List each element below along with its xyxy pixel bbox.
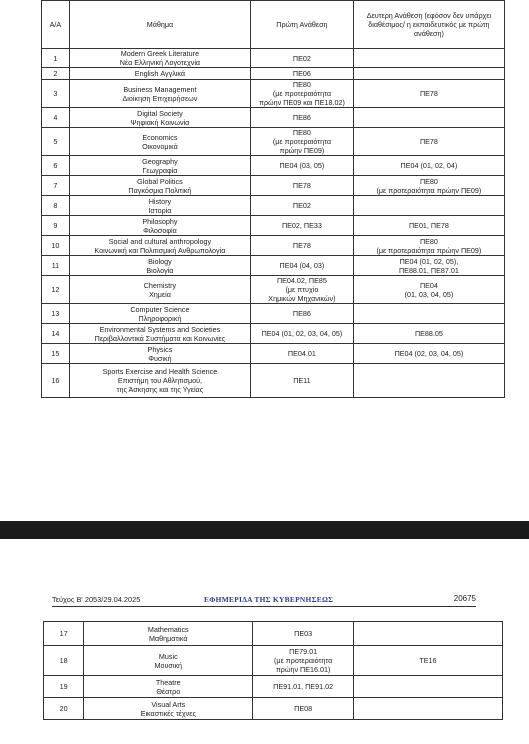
header-second-assignment: Δευτερη Ανάθεση (εφόσον δεν υπάρχει διαθέσιμος/ η εκπαιδευτικός με πρώτη ανάθεση) [353,1,504,49]
first-assignment-cell: ΠΕ02 [250,196,353,216]
second-assignment-cell: ΠΕ80 (με προτεραιότητα πρώην ΠΕ09) [353,236,504,256]
table-row [42,68,505,80]
first-assignment-cell: ΠΕ02 [250,49,353,68]
second-assignment-cell: ΤΕ16 [353,646,502,676]
subject-cell: Theatre Θέατρο [84,676,253,698]
row-number: 1 [42,49,70,68]
second-assignment-cell [353,196,504,216]
first-assignment-cell: ΠΕ04 (01, 02, 03, 04, 05) [250,324,353,344]
header-rule [52,606,476,607]
row-number: 4 [42,108,70,128]
second-assignment-cell [353,698,502,720]
first-assignment-cell: ΠΕ78 [250,236,353,256]
subject-cell: Global Politics Παγκόσμια Πολιτική [69,176,250,196]
subject-cell: Business Management Διοίκηση Επιχειρήσεων [69,80,250,108]
second-assignment-cell: ΠΕ04 (02, 03, 04, 05) [353,344,504,364]
subject-cell: Economics Οικονομικά [69,128,250,156]
subject-cell: Social and cultural anthropology Κοινωνική και Πολιτισμική Ανθρωπολογία [69,236,250,256]
table-row [42,256,505,276]
header-num: Α/Α [42,1,70,49]
row-number: 5 [42,128,70,156]
second-assignment-cell: ΠΕ04 (01, 02, 05), ΠΕ88.01, ΠΕ87.01 [353,256,504,276]
first-assignment-cell: ΠΕ04 (04, 03) [250,256,353,276]
second-assignment-cell [353,622,502,646]
assignment-table-top [41,0,505,398]
table-row [42,196,505,216]
table-row [42,276,505,304]
table-row [44,622,503,646]
row-number: 14 [42,324,70,344]
table-row [42,304,505,324]
first-assignment-cell: ΠΕ78 [250,176,353,196]
row-number: 18 [44,646,84,676]
second-assignment-cell [353,364,504,398]
subject-cell: Visual Arts Εικαστικές τέχνες [84,698,253,720]
subject-cell: Biology Βιολογία [69,256,250,276]
row-number: 10 [42,236,70,256]
table-header-row [42,1,505,49]
subject-cell: Computer Science Πληροφορική [69,304,250,324]
second-assignment-cell [353,108,504,128]
first-assignment-cell: ΠΕ04.01 [250,344,353,364]
table-row [42,236,505,256]
first-assignment-cell: ΠΕ80 (με προτεραιότητα πρώην ΠΕ09 και ΠΕ18.02) [250,80,353,108]
second-assignment-cell: ΠΕ80 (με προτεραιότητα πρώην ΠΕ09) [353,176,504,196]
table-row [42,364,505,398]
row-number: 9 [42,216,70,236]
subject-cell: Sports Exercise and Health Science Επιστήμη του Αθλητισμού, της Άσκησης και της Υγείας [69,364,250,398]
row-number: 17 [44,622,84,646]
row-number: 15 [42,344,70,364]
subject-cell: Mathematics Μαθηματικά [84,622,253,646]
first-assignment-cell: ΠΕ02, ΠΕ33 [250,216,353,236]
subject-cell: Digital Society Ψηφιακή Κοινωνία [69,108,250,128]
second-assignment-cell: ΠΕ01, ΠΕ78 [353,216,504,236]
second-assignment-cell: ΠΕ04 (01, 02, 04) [353,156,504,176]
table-row [42,216,505,236]
second-assignment-cell: ΠΕ04 (01, 03, 04, 05) [353,276,504,304]
second-assignment-cell: ΠΕ78 [353,128,504,156]
table-row [42,49,505,68]
second-assignment-cell: ΠΕ88.05 [353,324,504,344]
first-assignment-cell: ΠΕ04 (03, 05) [250,156,353,176]
gazette-title: ΕΦΗΜΕΡΙΔΑ ΤΗΣ ΚΥΒΕΡΝΗΣΕΩΣ [204,595,334,604]
row-number: 16 [42,364,70,398]
subject-cell: English Αγγλικά [69,68,250,80]
first-assignment-cell: ΠΕ03 [253,622,353,646]
second-assignment-cell [353,676,502,698]
row-number: 20 [44,698,84,720]
first-assignment-cell: ΠΕ79.01 (με προτεραιότητα πρώην ΠΕ16.01) [253,646,353,676]
table-row [42,80,505,108]
assignment-table-bottom [43,621,503,720]
lower-page [0,539,529,744]
page-separator [0,521,529,539]
row-number: 6 [42,156,70,176]
issue-label: Τεύχος Β' 2053/29.04.2025 [52,595,141,604]
header-subject: Μάθημα [69,1,250,49]
second-assignment-cell: ΠΕ78 [353,80,504,108]
table-row [44,698,503,720]
row-number: 12 [42,276,70,304]
row-number: 11 [42,256,70,276]
row-number: 8 [42,196,70,216]
table-row [42,176,505,196]
first-assignment-cell: ΠΕ91.01, ΠΕ91.02 [253,676,353,698]
first-assignment-cell: ΠΕ86 [250,108,353,128]
gazette-header [52,593,476,607]
first-assignment-cell: ΠΕ06 [250,68,353,80]
first-assignment-cell: ΠΕ80 (με προτεραιότητα πρώην ΠΕ09) [250,128,353,156]
subject-cell: Physics Φυσική [69,344,250,364]
table-row [44,676,503,698]
header-first-assignment: Πρώτη Ανάθεση [250,1,353,49]
row-number: 2 [42,68,70,80]
second-assignment-cell [353,49,504,68]
subject-cell: Chemistry Χημεία [69,276,250,304]
row-number: 3 [42,80,70,108]
second-assignment-cell [353,68,504,80]
table-row [42,128,505,156]
first-assignment-cell: ΠΕ04.02, ΠΕ85 (με πτυχίο Χημικών Μηχανικών) [250,276,353,304]
page-number: 20675 [453,594,476,603]
first-assignment-cell: ΠΕ86 [250,304,353,324]
subject-cell: Philosophy Φιλοσοφία [69,216,250,236]
second-assignment-cell [353,304,504,324]
table-row [42,108,505,128]
row-number: 7 [42,176,70,196]
subject-cell: History Ιστορία [69,196,250,216]
first-assignment-cell: ΠΕ11 [250,364,353,398]
row-number: 19 [44,676,84,698]
subject-cell: Music Μουσική [84,646,253,676]
table-row [42,324,505,344]
table-row [44,646,503,676]
subject-cell: Geography Γεωγραφία [69,156,250,176]
row-number: 13 [42,304,70,324]
subject-cell: Environmental Systems and Societies Περιβαλλοντικά Συστήματα και Κοινωνίες [69,324,250,344]
first-assignment-cell: ΠΕ08 [253,698,353,720]
table-row [42,156,505,176]
table-row [42,344,505,364]
subject-cell: Modern Greek Literature Νέα Ελληνική Λογοτεχνία [69,49,250,68]
